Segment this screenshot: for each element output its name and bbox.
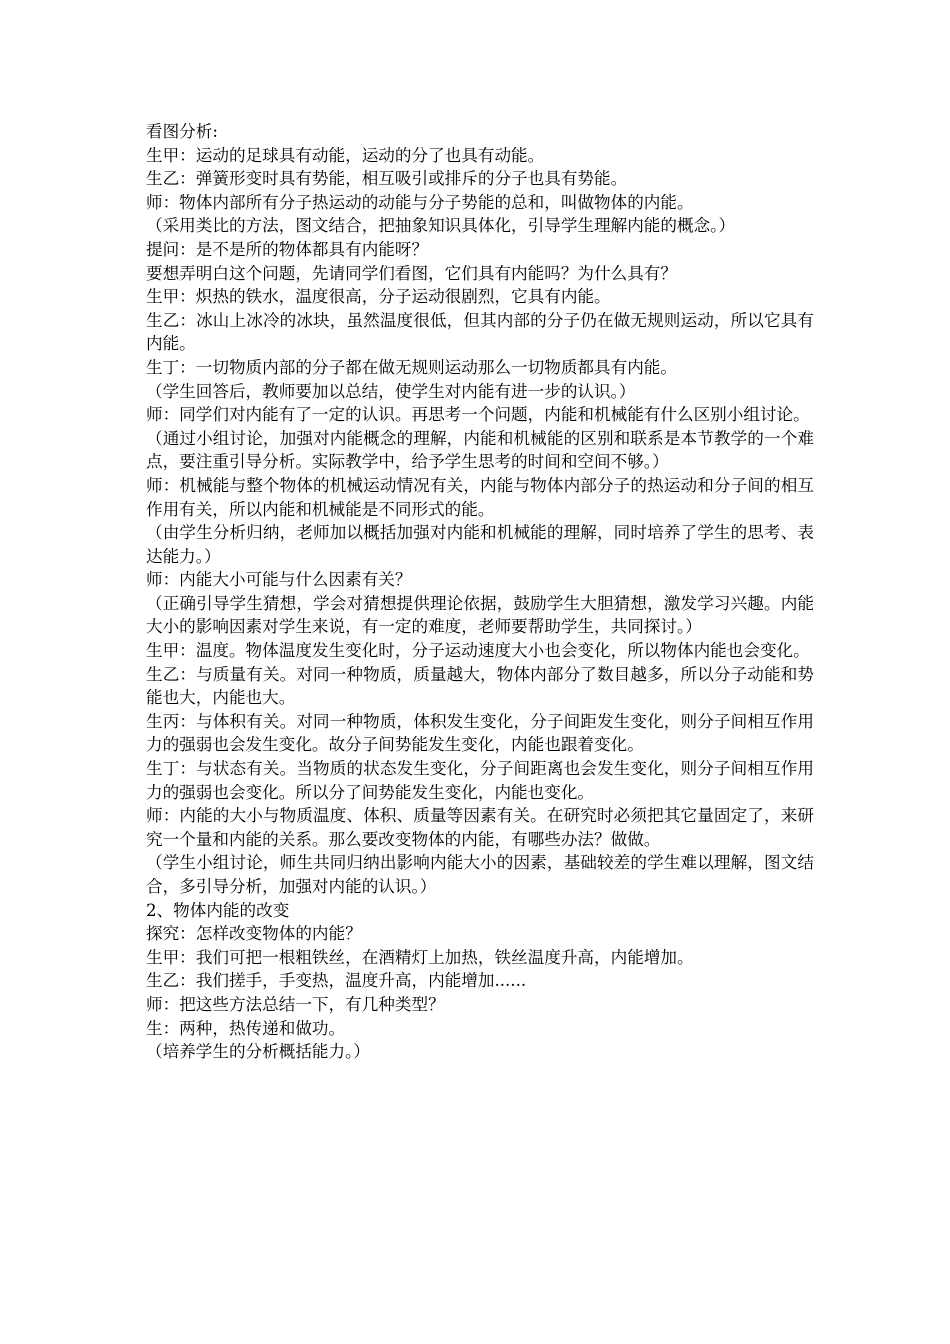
- paragraph-note-summary: （学生回答后，教师要加以总结，使学生对内能有进一步的认识。）: [146, 381, 636, 401]
- paragraph-student-two-ways: 生：两种，热传递和做功。: [146, 1018, 346, 1038]
- paragraph-teacher-definition: 师：物体内部所有分子热运动的动能与分子势能的总和，叫做物体的内能。: [146, 192, 694, 212]
- paragraph-note-analogy: （采用类比的方法，图文结合，把抽象知识具体化，引导学生理解内能的概念。）: [146, 216, 736, 236]
- paragraph-student-b-potential: 生乙：弹簧形变时具有势能，相互吸引或排斥的分子也具有势能。: [146, 169, 628, 189]
- paragraph-heading-look-analyze: 看图分析:: [146, 122, 218, 141]
- paragraph-student-a-kinetic: 生甲：运动的足球具有动能，运动的分了也具有动能。: [146, 145, 545, 165]
- paragraph-student-a-temperature: 生甲：温度。物体温度发生变化时，分子运动速度大小也会变化，所以物体内能也会变化。: [146, 641, 810, 661]
- paragraph-note-group-discussion: （通过小组讨论，加强对内能概念的理解，内能和机械能的区别和联系是本节教学的一个难点，要注重引导分析。实际教学中，给予学生思考的时间和空间不够。）: [146, 428, 814, 472]
- paragraph-student-a-molten-iron: 生甲：炽热的铁水，温度很高，分子运动很剧烈，它具有内能。: [146, 287, 611, 307]
- document-body: [146, 120, 814, 1064]
- paragraph-explore-question: 探究：怎样改变物体的内能？: [146, 924, 362, 944]
- paragraph-teacher-mechanical-energy: 师：机械能与整个物体的机械运动情况有关，内能与物体内部分子的热运动和分子间的相互作用有关，所以内能和机械能是不同形式的能。: [146, 475, 814, 519]
- paragraph-student-b-ice: 生乙：冰山上冰冷的冰块，虽然温度很低，但其内部的分子仍在做无规则运动，所以它具有内能。: [146, 310, 814, 354]
- paragraph-look-at-picture: 要想弄明白这个问题，先请同学们看图，它们具有内能吗？为什么具有？: [146, 263, 677, 283]
- paragraph-student-d-state: 生丁：与状态有关。当物质的状态发生变化，分子间距离也会发生变化，则分子间相互作用力的强弱也会变化。所以分了间势能发生变化，内能也变化。: [146, 759, 814, 802]
- paragraph-teacher-difference: 师：同学们对内能有了一定的认识。再思考一个问题，内能和机械能有什么区别小组讨论。: [146, 405, 810, 425]
- paragraph-note-factors: （学生小组讨论，师生共同归纳出影响内能大小的因素，基础较差的学生难以理解，图文结合，多引导分析，加强对内能的认识。）: [146, 853, 814, 896]
- paragraph-teacher-factors-question: 师：内能大小可能与什么因素有关？: [146, 570, 412, 590]
- paragraph-teacher-factors-summary: 师：内能的大小与物质温度、体积、质量等因素有关。在研究时必须把其它量固定了，来研究一个量和内能的关系。那么要改变物体的内能，有哪些办法？做做。: [146, 806, 814, 849]
- paragraph-note-ability: （培养学生的分析概括能力。）: [146, 1042, 371, 1062]
- paragraph-student-a-heating-wire: 生甲：我们可把一根粗铁丝，在酒精灯上加热，铁丝温度升高，内能增加。: [146, 947, 694, 967]
- paragraph-student-d-all-matter: 生丁：一切物质内部的分子都在做无规则运动那么一切物质都具有内能。: [146, 357, 677, 377]
- paragraph-student-b-rubbing-hands: 生乙：我们搓手，手变热，温度升高，内能增加......: [146, 971, 527, 991]
- paragraph-note-guess: （正确引导学生猜想，学会对猜想提供理论依据，鼓励学生大胆猜想，激发学习兴趣。内能大小的影响因素对学生来说，有一定的难度，老师要帮助学生，共同探讨。）: [146, 593, 814, 637]
- paragraph-student-c-volume: 生丙：与体积有关。对同一种物质，体积发生变化，分子间距发生变化，则分子间相互作用力的强弱也会发生变化。故分子间势能发生变化，内能也跟着变化。: [146, 711, 814, 755]
- paragraph-teacher-summarize-methods: 师：把这些方法总结一下，有几种类型？: [146, 994, 445, 1014]
- paragraph-student-b-mass: 生乙：与质量有关。对同一种物质，质量越大，物体内部分了数目越多，所以分子动能和势能也大，内能也大。: [146, 664, 814, 708]
- paragraph-question-all-objects: 提问：是不是所的物体都具有内能呀？: [146, 239, 429, 259]
- section-heading-change-internal-energy: 2、物体内能的改变: [146, 900, 290, 920]
- paragraph-note-induction: （由学生分析归纳，老师加以概括加强对内能和机械能的理解，同时培养了学生的思考、表达能力。）: [146, 523, 814, 566]
